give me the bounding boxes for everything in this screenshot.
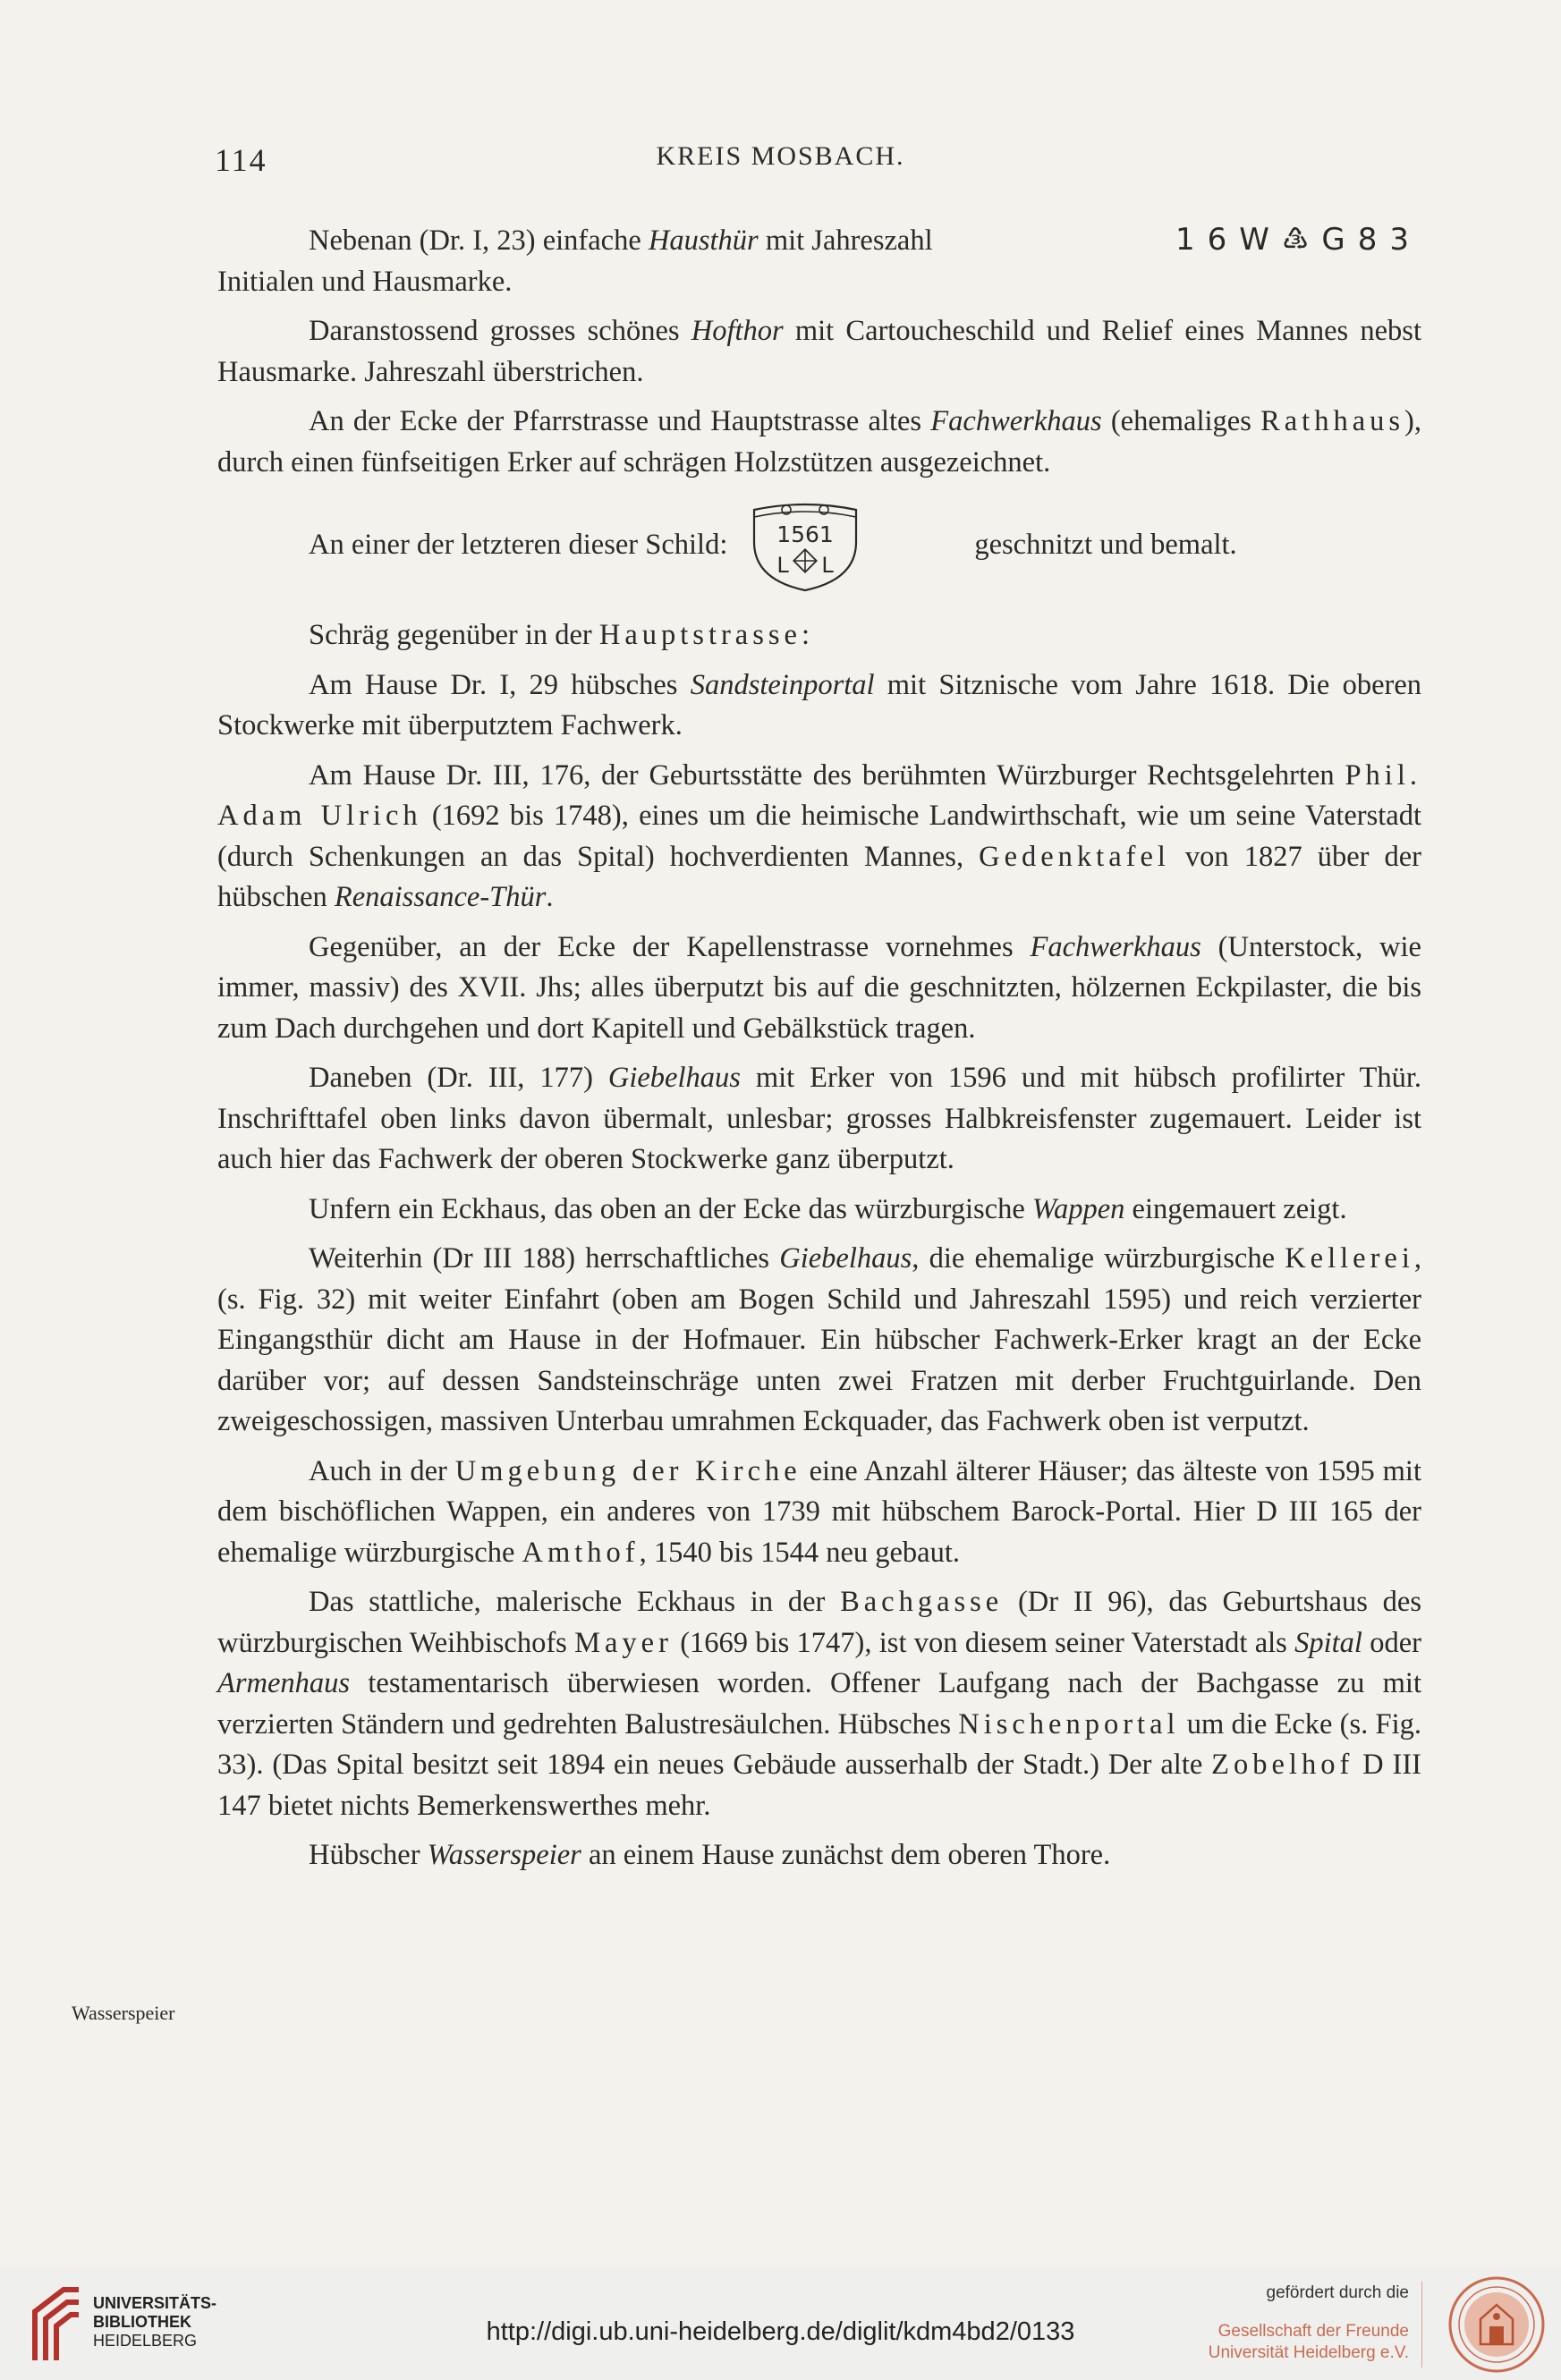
library-name: UNIVERSITÄTS- BIBLIOTHEK HEIDELBERG [93,2294,217,2350]
paragraph-kapellenstrasse: Gegenüber, an der Ecke der Kapellenstrasse vornehmes Fachwerkhaus (Unterstock, wie immer, massiv) des XVII. Jhs; alles überputzt bis auf die geschnitzten, hölzernen Eckpilaster, die bis zum Dach durchgehen und dort Kapitell und Gebälkstück tragen. [217,930,1421,1045]
paragraph-rathhaus: An der Ecke der Pfarrstrasse und Hauptstrasse altes Fachwerkhaus (ehemaliges Rathhaus), durch einen fünfseitigen Erker auf schrägen Holzstützen ausgezeichnet. [217,405,1421,479]
permalink-url[interactable]: http://digi.ub.uni-heidelberg.de/diglit/kdm4bd2/0133 [486,2317,1075,2346]
sponsor-block: gefördert durch die Gesellschaft der Freunde Universität Heidelberg e.V. [1208,2283,1409,2362]
shield-initial-left: L [776,553,790,578]
door-inscription: 16W♵G83 [1175,222,1421,258]
paragraph-kirche: Auch in der Umgebung der Kirche eine Anzahl älterer Häuser; das älteste von 1595 mit dem bischöflichen Wappen, ein anderes von 1739 mit hübschem Barock-Portal. Hier D III 165 der ehemalige würzburgische Amthof, 1540 bis 1544 neu gebaut. [217,1454,1421,1569]
digitization-footer [0,2267,1561,2380]
paragraph-shield: An einer der letzteren dieser Schild: 1561 L L geschnitzt und bemalt. [217,497,1421,594]
paragraph-wappen: Unfern ein Eckhaus, das oben an der Ecke das würzburgische Wappen eingemauert zeigt. [309,1192,1347,1225]
running-head: KREIS MOSBACH. [656,141,905,171]
paragraph-ulrich: Am Hause Dr. III, 176, der Geburtsstätte des berühmten Würzburger Rechtsgelehrten Phil. Adam Ulrich (1692 bis 1748), eines um die heimische Landwirthschaft, wie um seine Vaterstadt (durch Schenkungen an das Spital) hochverdienten Mannes, Gedenktafel von 1827 über der hübschen Renaissance-Thür. [217,758,1421,913]
page-number: 114 [215,142,267,178]
shield-icon [738,497,872,594]
body-text [217,220,1421,1885]
margin-note: Wasserspeier [72,2002,175,2024]
paragraph-giebelhaus-177: Daneben (Dr. III, 177) Giebelhaus mit Erker von 1596 und mit hübsch profilirter Thür. Inschrifttafel oben links davon übermalt, unlesbar; grosses Halbkreisfenster zugemauert. Leider ist auch hier das Fachwerk der oberen Stockwerke ganz überputzt. [217,1062,1421,1175]
paragraph-bachgasse: Das stattliche, malerische Eckhaus in der Bachgasse (Dr II 96), das Geburtshaus des würzburgischen Weihbischofs Mayer (1669 bis 1747), ist von diesem seiner Vaterstadt als Spital oder Armenhaus testamentarisch überwiesen worden. Offener Laufgang nach der Bachgasse zu mit verzierten Ständern und gedrehten Balustresäulchen. Hübsches Nischenportal um die Ecke (s. Fig. 33). (Das Spital besitzt seit 1894 ein neues Gebäude ausserhalb der Stadt.) Der alte Zobelhof D III 147 bietet nichts Bemerkenswerthes mehr. [217,1586,1421,1822]
paragraph-hofthor: Daranstossend grosses schönes Hofthor mit Cartoucheschild und Relief eines Mannes nebst Hausmarke. Jahreszahl überstrichen. [217,315,1421,388]
paragraph-kellerei: Weiterhin (Dr III 188) herrschaftliches Giebelhaus, die ehemalige würzburgische Kellerei, (s. Fig. 32) mit weiter Einfahrt (oben am Bogen Schild und Jahreszahl 1595) und reich verzierter Eingangsthür dicht am Hause in der Hofmauer. Ein hübscher Fachwerk-Erker kragt an der Ecke darüber vor; auf dessen Sandsteinschräge unten zwei Fratzen mit derber Fruchtguirlande. Den zweigeschossigen, massiven Unterbau umrahmen Eckquader, das Fachwerk oben ist verputzt. [217,1242,1421,1437]
university-seal-icon [1446,2274,1547,2375]
shield-initial-right: L [821,553,835,578]
paragraph-sandsteinportal: Am Hause Dr. I, 29 hübsches Sandsteinportal mit Sitznische vom Jahre 1618. Die oberen Stockwerke mit überputztem Fachwerk. [217,668,1422,741]
sponsor-divider [1421,2282,1422,2367]
shield-year: 1561 [776,521,835,547]
paragraph-hauptstrasse: Schräg gegenüber in der Hauptstrasse: [309,619,810,651]
paragraph-wasserspeier: Hübscher Wasserspeier an einem Hause zunächst dem oberen Thore. [309,1839,1111,1871]
paragraph-hausthuer: Nebenan (Dr. I, 23) einfache Hausthür mit Jahreszahl 16W♵G83 Initialen und Hausmarke. [217,222,1421,298]
